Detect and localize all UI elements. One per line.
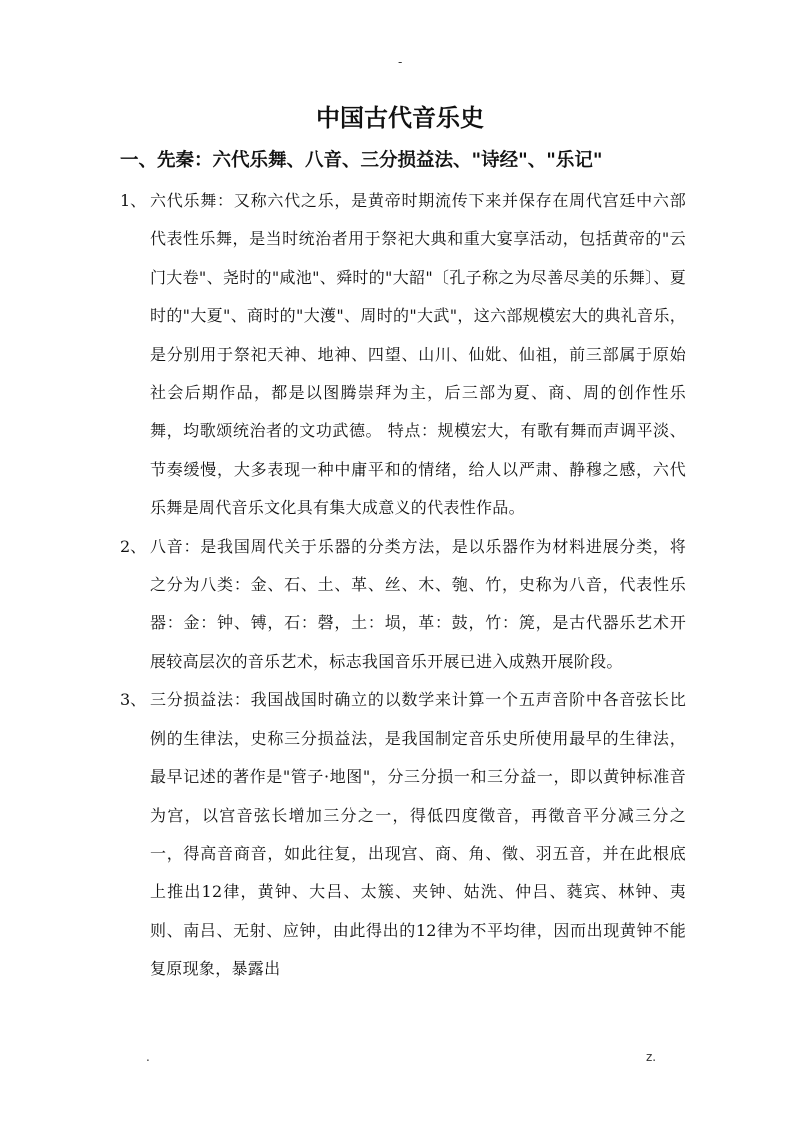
document-body [120,182,686,989]
list-item-3 [120,681,686,988]
list-item-1 [120,182,686,528]
list-item-text: 八音：是我国周代关于乐器的分类方法，是以乐器作为材料进展分类，将之分为八类：金、石、土、革、丝、木、匏、竹，史称为八音，代表性乐器：金：钟、镈，石：磬，土：埙，革：鼓，竹：箎，是古代器乐艺术开展较高层次的音乐艺术，标志我国音乐开展已进入成熟开展阶段。 [150,536,686,671]
page-footer-right-mark: z. [646,1050,657,1064]
page-header-mark: - [398,55,403,69]
list-item-2 [120,528,686,682]
list-item-number: 2、 [120,536,147,556]
section-heading: 一、先秦：六代乐舞、八音、三分损益法、"诗经"、"乐记" [120,150,603,171]
page-title: 中国古代音乐史 [316,103,484,132]
list-item-number: 3、 [120,690,147,710]
list-item-text: 六代乐舞：又称六代之乐，是黄帝时期流传下来并保存在周代宫廷中六部代表性乐舞，是当时统治者用于祭祀大典和重大宴享活动，包括黄帝的"云门大卷"、尧时的"咸池"、舜时的"大韶"〔孔子称之为尽善尽美的乐舞〕、夏时的"大夏"、商时的"大濩"、周时的"大武"，这六部规模宏大的典礼音乐，是分别用于祭祀天神、地神、四望、山川、仙妣、仙祖，前三部属于原始社会后期作品，都是以图腾崇拜为主，后三部为夏、商、周的创作性乐舞，均歌颂统治者的文功武德。 特点：规模宏大，有歌有舞而声调平淡、节奏缓慢，大多表现一种中庸平和的情绪，给人以严肃、静穆之感，六代乐舞是周代音乐文化具有集大成意义的代表性作品。 [150,191,686,518]
page-footer-left-mark: . [146,1050,150,1064]
list-item-number: 1、 [120,191,147,210]
list-item-text: 三分损益法：我国战国时确立的以数学来计算一个五声音阶中各音弦长比例的生律法，史称三分损益法，是我国制定音乐史所使用最早的生律法，最早记述的著作是"管子·地图"，分三分损一和三分益一，即以黄钟标准音为宫，以宫音弦长增加三分之一，得低四度徵音，再徵音平分减三分之一，得高音商音，如此往复，出现宫、商、角、徵、羽五音，并在此根底上推出12律，黄钟、大吕、太簇、夹钟、姑洗、仲吕、蕤宾、林钟、夷则、南吕、无射、应钟，由此得出的12律为不平均律，因而出现黄钟不能复原现象，暴露出 [150,690,686,979]
